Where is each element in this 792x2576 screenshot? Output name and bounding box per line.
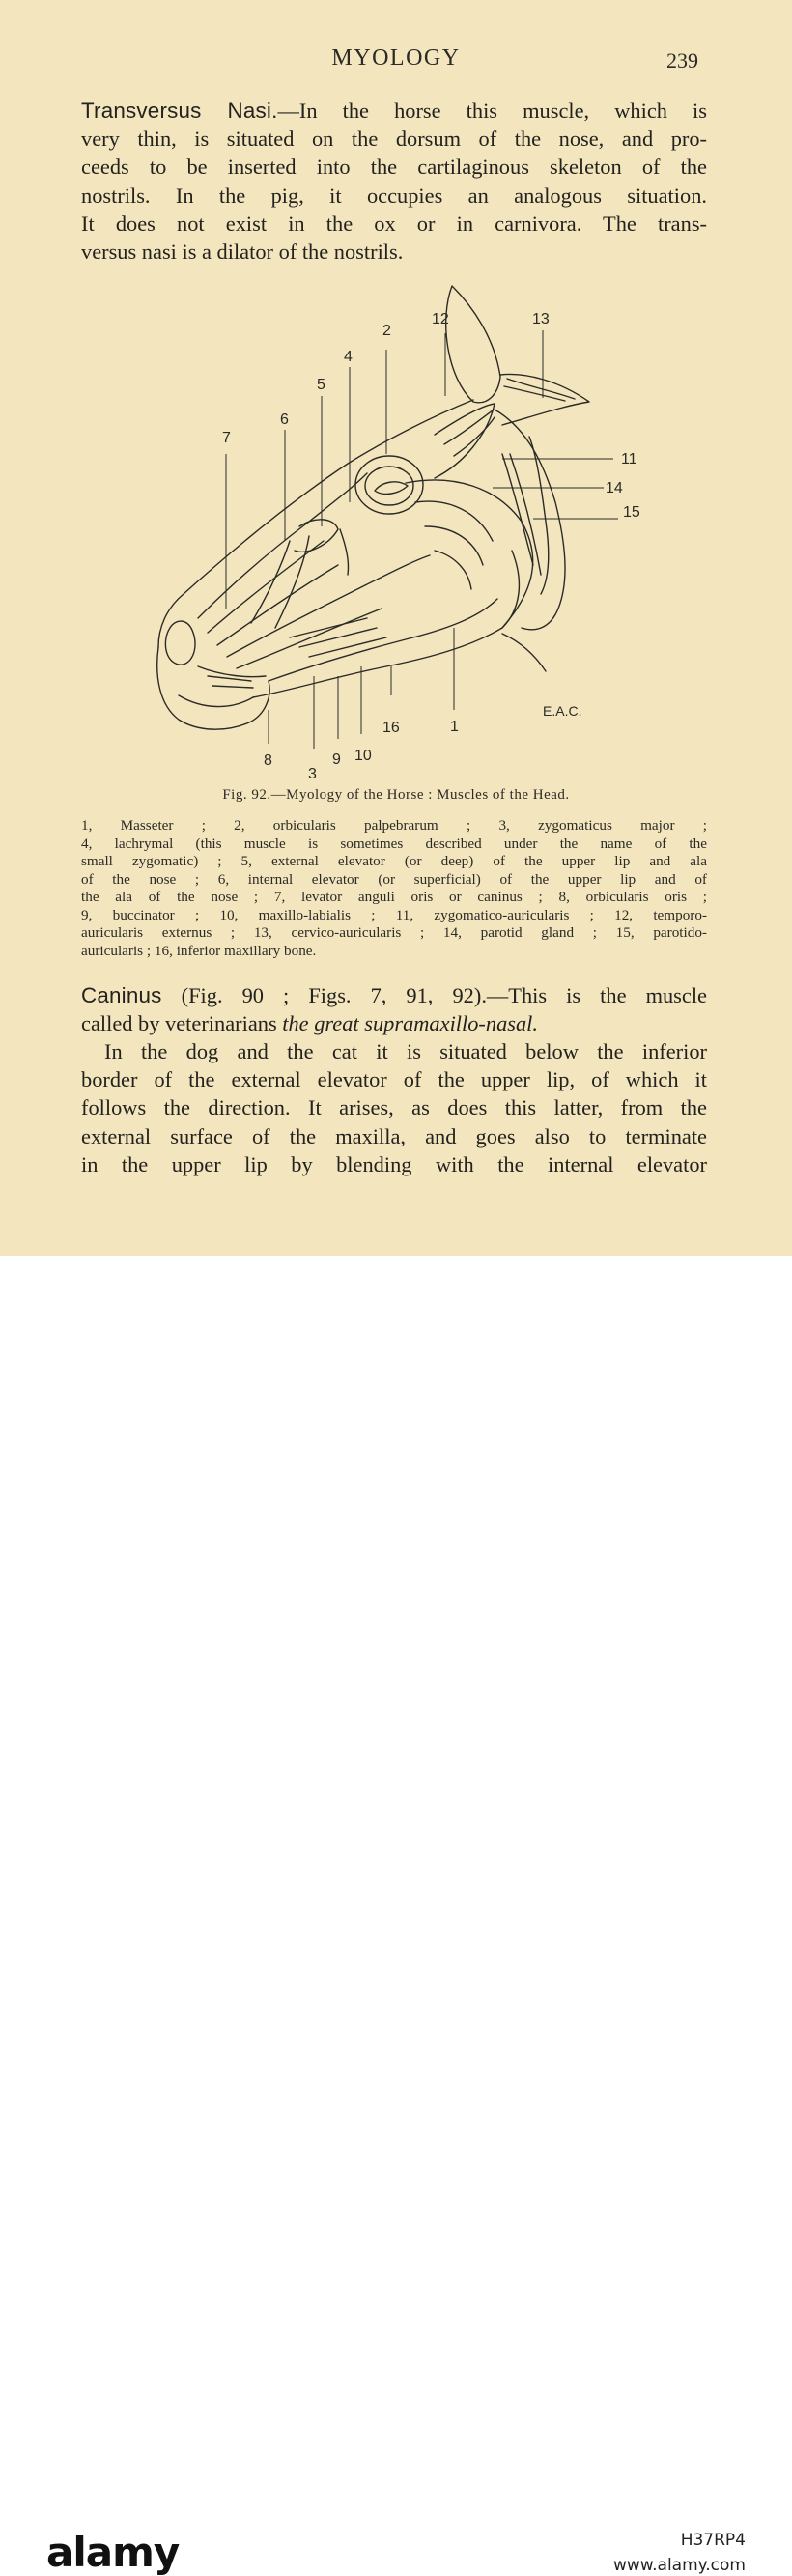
label-3: 3 bbox=[308, 766, 317, 782]
legend-line: auricularis externus ; 13, cervico-auricularis ; 14, parotid gland ; 15, parotido- bbox=[81, 924, 707, 941]
legend-line: 9, buccinator ; 10, maxillo-labialis ; 11, zygomatico-auricularis ; 12, temporo- bbox=[81, 906, 707, 923]
paragraph-line: nostrils. In the pig, it occupies an analogous situation. bbox=[81, 183, 707, 208]
label-1: 1 bbox=[450, 719, 459, 735]
paragraph-line: very thin, is situated on the dorsum of the nose, and pro- bbox=[81, 127, 707, 152]
label-5: 5 bbox=[317, 377, 325, 393]
image-id: H37RP4 bbox=[680, 2531, 746, 2550]
figure-legend bbox=[81, 817, 707, 960]
stock-footer bbox=[0, 1256, 792, 2576]
horse-head-figure bbox=[145, 280, 647, 782]
label-12: 12 bbox=[432, 311, 449, 327]
paragraph-line: Caninus (Fig. 90 ; Figs. 7, 91, 92).—This is the muscle bbox=[81, 983, 707, 1007]
legend-line: the ala of the nose ; 7, levator anguli oris or caninus ; 8, orbicularis oris ; bbox=[81, 889, 707, 905]
figure-labels bbox=[222, 311, 640, 782]
legend-line: 1, Masseter ; 2, orbicularis palpebrarum ; 3, zygomaticus major ; bbox=[81, 817, 707, 834]
site-url: www.alamy.com bbox=[612, 2556, 746, 2575]
label-10: 10 bbox=[354, 748, 372, 764]
italic-term: the great supramaxillo-nasal. bbox=[282, 1011, 538, 1036]
paragraph-line: called by veterinarians the great supramaxillo-nasal. bbox=[81, 1011, 538, 1036]
label-15: 15 bbox=[623, 504, 640, 521]
label-4: 4 bbox=[344, 349, 353, 365]
page-number: 239 bbox=[666, 48, 698, 72]
figure-caption: Fig. 92.—Myology of the Horse : Muscles of the Head. bbox=[222, 787, 570, 803]
paragraph-line: It does not exist in the ox or in carnivora. The trans- bbox=[81, 211, 707, 236]
label-14: 14 bbox=[606, 480, 623, 496]
label-13: 13 bbox=[532, 311, 550, 327]
legend-line: 4, lachrymal (this muscle is sometimes described under the name of the bbox=[81, 835, 707, 852]
legend-line: small zygomatic) ; 5, external elevator (or deep) of the upper lip and ala bbox=[81, 853, 707, 869]
label-8: 8 bbox=[264, 752, 272, 769]
paragraph-line: in the upper lip by blending with the internal elevator bbox=[81, 1151, 707, 1176]
paragraph-line: versus nasi is a dilator of the nostrils. bbox=[81, 240, 404, 265]
paragraph-line: border of the external elevator of the upper lip, of which it bbox=[81, 1067, 707, 1092]
transversus-nasi-paragraph bbox=[81, 97, 707, 266]
leader-lines bbox=[226, 330, 618, 749]
book-page bbox=[0, 0, 792, 1256]
legend-line: of the nose ; 6, internal elevator (or superficial) of the upper lip and of bbox=[81, 870, 707, 888]
label-2: 2 bbox=[382, 323, 391, 339]
section-heading: Caninus bbox=[81, 983, 162, 1007]
legend-line: auricularis ; 16, inferior maxillary bone. bbox=[81, 942, 317, 959]
paragraph-line: ceeds to be inserted into the cartilaginous skeleton of the bbox=[81, 155, 707, 180]
paragraph-line: In the dog and the cat it is situated below the inferior bbox=[104, 1039, 707, 1063]
head-outline bbox=[157, 286, 589, 729]
label-9: 9 bbox=[332, 751, 341, 768]
paragraph-line: Transversus Nasi.—In the horse this muscle, which is bbox=[81, 99, 707, 123]
label-7: 7 bbox=[222, 430, 231, 446]
paragraph-line: external surface of the maxilla, and goes also to terminate bbox=[81, 1123, 707, 1148]
label-11: 11 bbox=[621, 451, 637, 467]
running-header: MYOLOGY bbox=[331, 45, 461, 71]
paragraph-line: follows the direction. It arises, as does this latter, from the bbox=[81, 1095, 707, 1120]
caninus-paragraph bbox=[81, 981, 707, 1037]
artist-signature: E.A.C. bbox=[543, 703, 582, 719]
section-heading: Transversus Nasi. bbox=[81, 99, 278, 123]
body-paragraph bbox=[81, 1037, 707, 1178]
label-6: 6 bbox=[280, 411, 289, 428]
label-16: 16 bbox=[382, 720, 400, 736]
alamy-logo: alamy bbox=[46, 2529, 180, 2576]
